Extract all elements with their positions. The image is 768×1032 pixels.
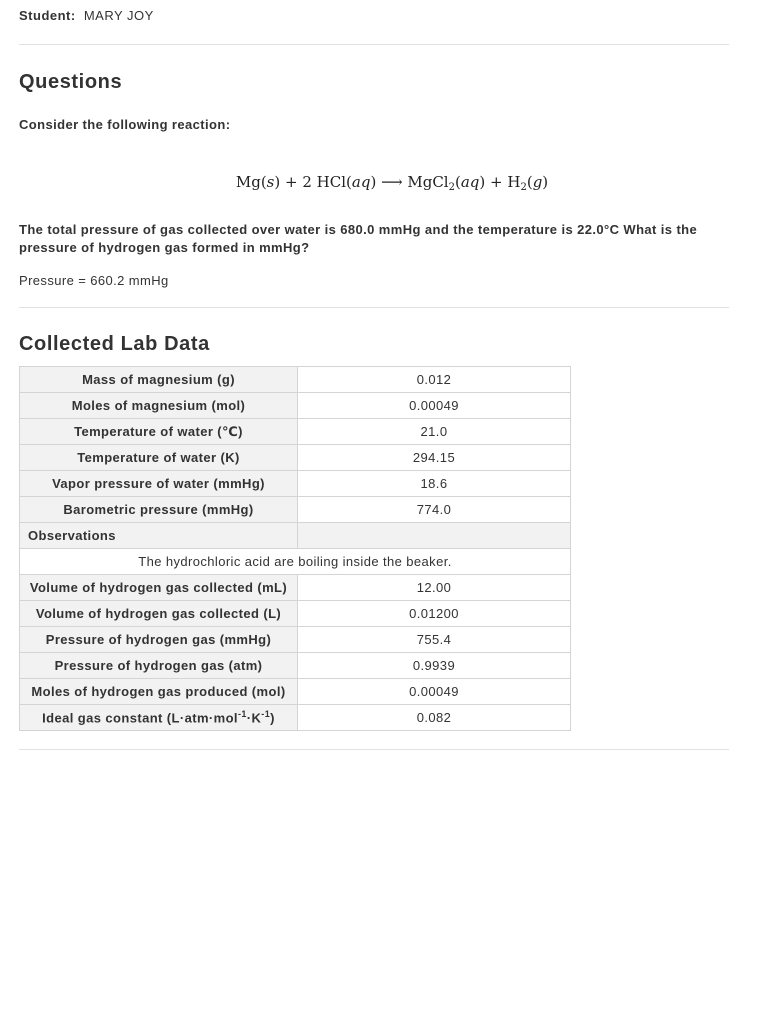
lab-data-value: 0.00049: [298, 679, 571, 705]
questions-heading: Questions: [19, 71, 123, 93]
observations-label: Observations: [20, 523, 298, 549]
page: [0, 8, 768, 750]
reaction-arrow: ⟶: [381, 173, 403, 191]
student-label: Student:: [19, 8, 76, 23]
lab-data-label: Temperature of water (℃): [20, 419, 298, 445]
student-line: [19, 8, 729, 24]
lab-data-value: 0.00049: [298, 393, 571, 419]
lab-data-label: Volume of hydrogen gas collected (L): [20, 601, 298, 627]
lab-data-row: [20, 497, 571, 523]
lab-data-value: 294.15: [298, 445, 571, 471]
lab-data-label: Pressure of hydrogen gas (mmHg): [20, 627, 298, 653]
lab-data-value: 21.0: [298, 419, 571, 445]
lab-data-label: Vapor pressure of water (mmHg): [20, 471, 298, 497]
lab-data-row: [20, 419, 571, 445]
reaction-prompt: Consider the following reaction:: [19, 117, 231, 132]
lab-data-row: [20, 575, 571, 601]
divider: [19, 44, 729, 45]
ideal-gas-label: Ideal gas constant $(L\cdot atm\cdot mol^{-1}\cdot K^{-1})$: [20, 705, 298, 731]
observations-text: The hydrochloric acid are boiling inside the beaker.: [20, 549, 571, 575]
lab-data-value: 0.9939: [298, 653, 571, 679]
lab-data-value: 18.6: [298, 471, 571, 497]
lab-data-row: [20, 445, 571, 471]
question-text: The total pressure of gas collected over water is 680.0 mmHg and the temperature is 22.0°C What is the pressure of hydrogen gas formed in mmHg?: [19, 222, 698, 255]
reaction-equation: Mg(s) + 2 HCl(aq) ⟶ MgCl$_2$(aq) + $H_2(g)$: [235, 173, 549, 193]
divider: [19, 307, 729, 308]
lab-data-heading: Collected Lab Data: [19, 333, 210, 355]
ideal-gas-value: 0.082: [298, 705, 571, 731]
lab-data-label: Mass of magnesium (g): [20, 367, 298, 393]
observations-row: [20, 523, 571, 549]
lab-data-label: Moles of magnesium (mol): [20, 393, 298, 419]
lab-data-row: [20, 367, 571, 393]
lab-data-value: 774.0: [298, 497, 571, 523]
lab-data-value: 12.00: [298, 575, 571, 601]
lab-data-row: [20, 653, 571, 679]
divider: [19, 749, 729, 750]
lab-data-row: [20, 471, 571, 497]
lab-data-value: 0.01200: [298, 601, 571, 627]
lab-data-label: Pressure of hydrogen gas (atm): [20, 653, 298, 679]
lab-data-value: 755.4: [298, 627, 571, 653]
observations-empty-cell: [298, 523, 571, 549]
lab-data-row: [20, 627, 571, 653]
lab-data-label: Moles of hydrogen gas produced (mol): [20, 679, 298, 705]
lab-data-row: [20, 679, 571, 705]
lab-data-label: Volume of hydrogen gas collected (mL): [20, 575, 298, 601]
student-name: MARY JOY: [83, 8, 154, 23]
lab-data-label: Temperature of water (K): [20, 445, 298, 471]
answer-text: Pressure = 660.2 mmHg: [19, 273, 169, 288]
lab-data-row: [20, 393, 571, 419]
ideal-gas-row: [20, 705, 571, 731]
observations-text-row: [20, 549, 571, 575]
lab-data-value: 0.012: [298, 367, 571, 393]
lab-data-table: [19, 366, 571, 731]
lab-data-label: Barometric pressure (mmHg): [20, 497, 298, 523]
lab-data-row: [20, 601, 571, 627]
